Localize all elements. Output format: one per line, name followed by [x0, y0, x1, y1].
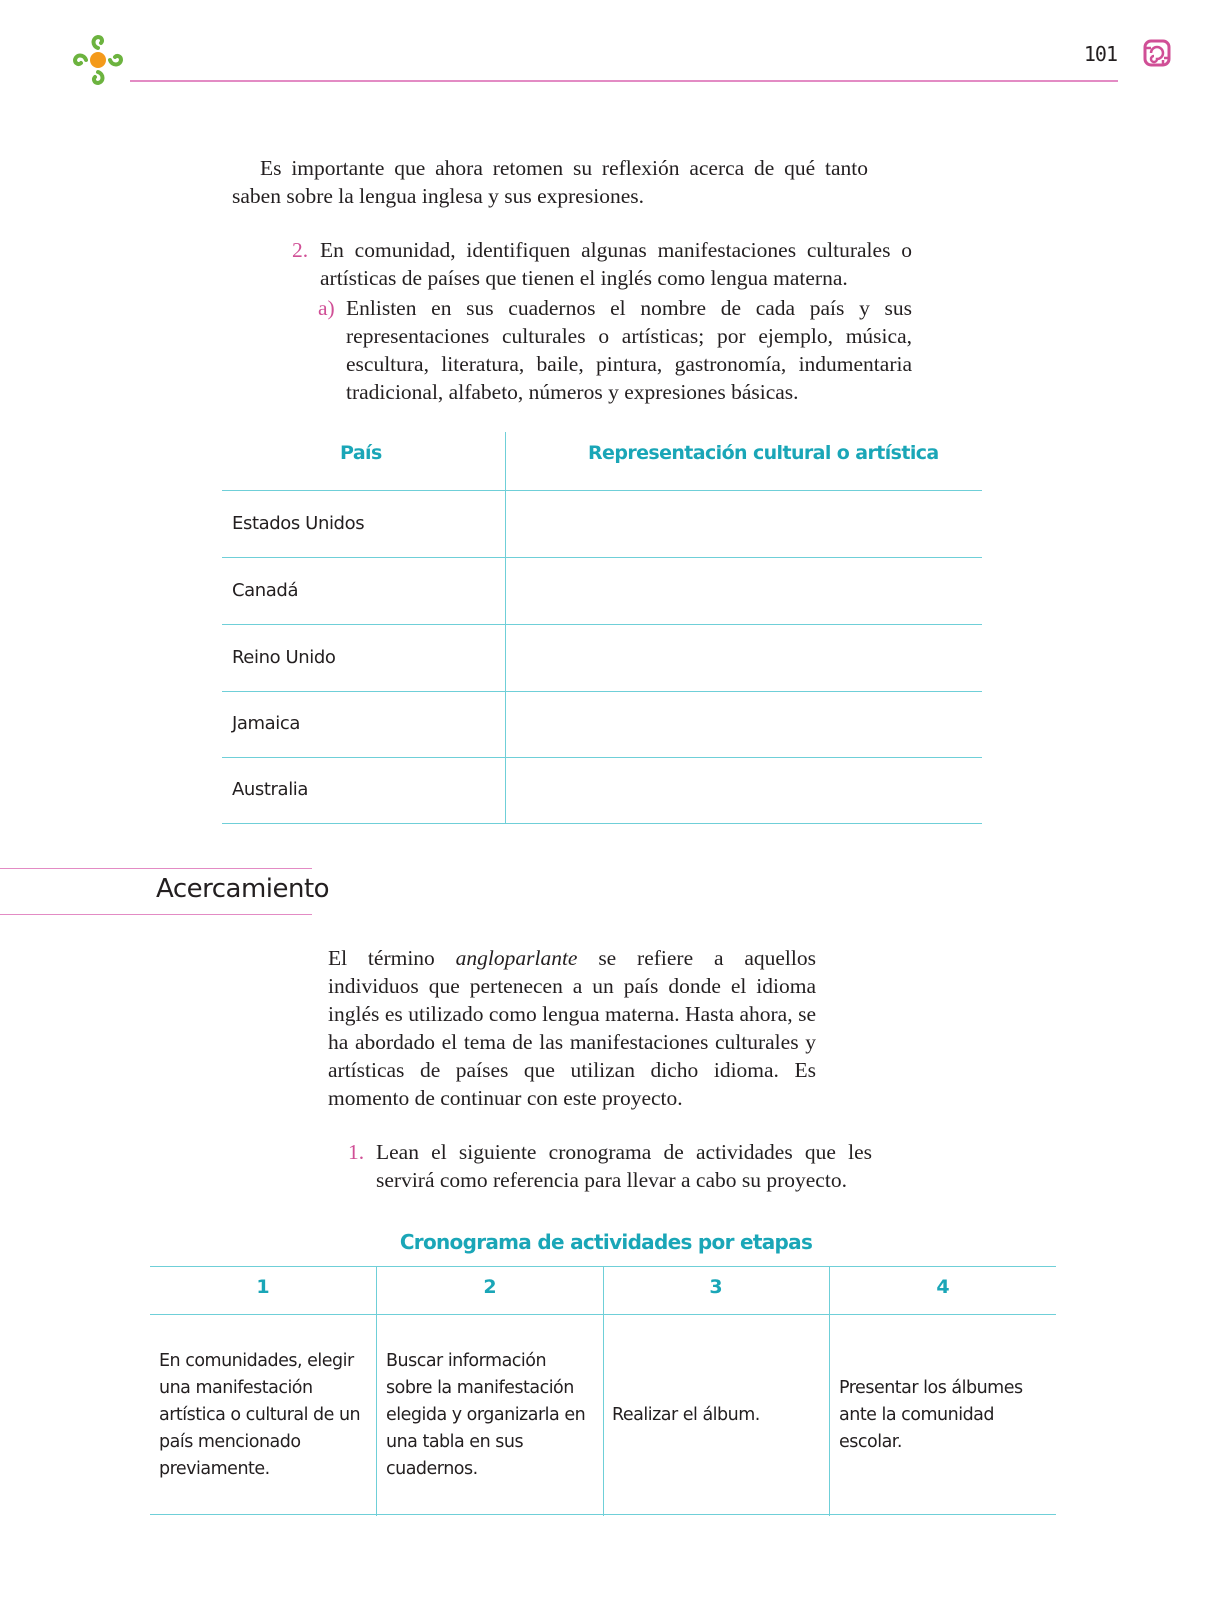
country-cell: Australia: [232, 779, 309, 800]
page-number: 101: [1083, 42, 1117, 66]
table-row: [222, 692, 982, 758]
activity-item-2: [292, 236, 912, 292]
para-text-after: se refiere a aquellos individuos que pertenecen a un país donde el idioma inglés es utilizado como lengua materna. Hasta ahora, se ha abordado el tema de las manifestaciones culturales y artísticas de países que utilizan dicho idioma. Es momento de continuar con este proyecto.: [328, 946, 816, 1110]
item-number: 1.: [348, 1140, 365, 1164]
section-rule-top: [0, 868, 312, 869]
table-row: [222, 625, 982, 692]
series-logo-icon: [72, 34, 124, 86]
stage-number: 3: [709, 1276, 723, 1298]
country-cell: Estados Unidos: [232, 513, 365, 534]
item-number: 2.: [292, 238, 309, 262]
table-row: [222, 558, 982, 625]
table-column-divider: [376, 1266, 377, 1516]
intro-paragraph: Es importante que ahora retomen su reflexión acerca de qué tanto saben sobre la lengua inglesa y sus expresiones.: [232, 156, 868, 208]
stage-text: En comunidades, elegir una manifestación artística o cultural de un país mencionado previamente.: [159, 1350, 361, 1479]
item-text: Lean el siguiente cronograma de actividades que les servirá como referencia para llevar a cabo su proyecto.: [376, 1140, 872, 1192]
table-column-divider: [603, 1266, 604, 1516]
item-letter: a): [318, 296, 335, 320]
header-rule: [130, 80, 1118, 82]
table-column-divider: [829, 1266, 830, 1516]
stage-description: [612, 1316, 822, 1514]
activity-item-2a: [318, 294, 912, 406]
country-cell: Reino Unido: [232, 647, 336, 668]
section-rule-bottom: [0, 914, 312, 915]
stage-description: [159, 1316, 369, 1514]
term-angloparlante: angloparlante: [455, 946, 578, 970]
acercamiento-paragraph: [328, 944, 816, 1112]
item-text: En comunidad, identifiquen algunas manifestaciones culturales o artísticas de países que tienen el inglés como lengua materna.: [320, 238, 912, 290]
activity-item-1: [348, 1138, 872, 1194]
section-title: Acercamiento: [156, 874, 330, 904]
table-row: [222, 758, 982, 824]
table-row: [222, 491, 982, 558]
stage-description: [839, 1316, 1035, 1514]
country-cell: Canadá: [232, 580, 299, 601]
schedule-title: Cronograma de actividades por etapas: [399, 1230, 813, 1254]
pink-fretwork-ornament-icon: [1142, 38, 1172, 68]
country-cell: Jamaica: [232, 713, 301, 734]
stage-text: Buscar información sobre la manifestación elegida y organizarla en una tabla en sus cuadernos.: [386, 1350, 586, 1479]
stage-number: 4: [936, 1276, 950, 1298]
stage-description: [386, 1316, 596, 1514]
table-header-row: [222, 432, 982, 491]
schedule-table: [150, 1266, 1056, 1516]
stage-number: 2: [483, 1276, 497, 1298]
item-text: Enlisten en sus cuadernos el nombre de cada país y sus representaciones culturales o artísticas; por ejemplo, música, escultura, literatura, baile, pintura, gastronomía, indumentaria tradicional, alfabeto, números y expresiones básicas.: [346, 296, 912, 404]
column-header-representation: Representación cultural o artística: [588, 442, 939, 464]
para-text-before: El término: [328, 946, 456, 970]
column-header-country: País: [340, 442, 382, 464]
stage-text: Realizar el álbum.: [612, 1404, 760, 1425]
stage-number: 1: [256, 1276, 270, 1298]
stage-text: Presentar los álbumes ante la comunidad escolar.: [839, 1377, 1023, 1452]
